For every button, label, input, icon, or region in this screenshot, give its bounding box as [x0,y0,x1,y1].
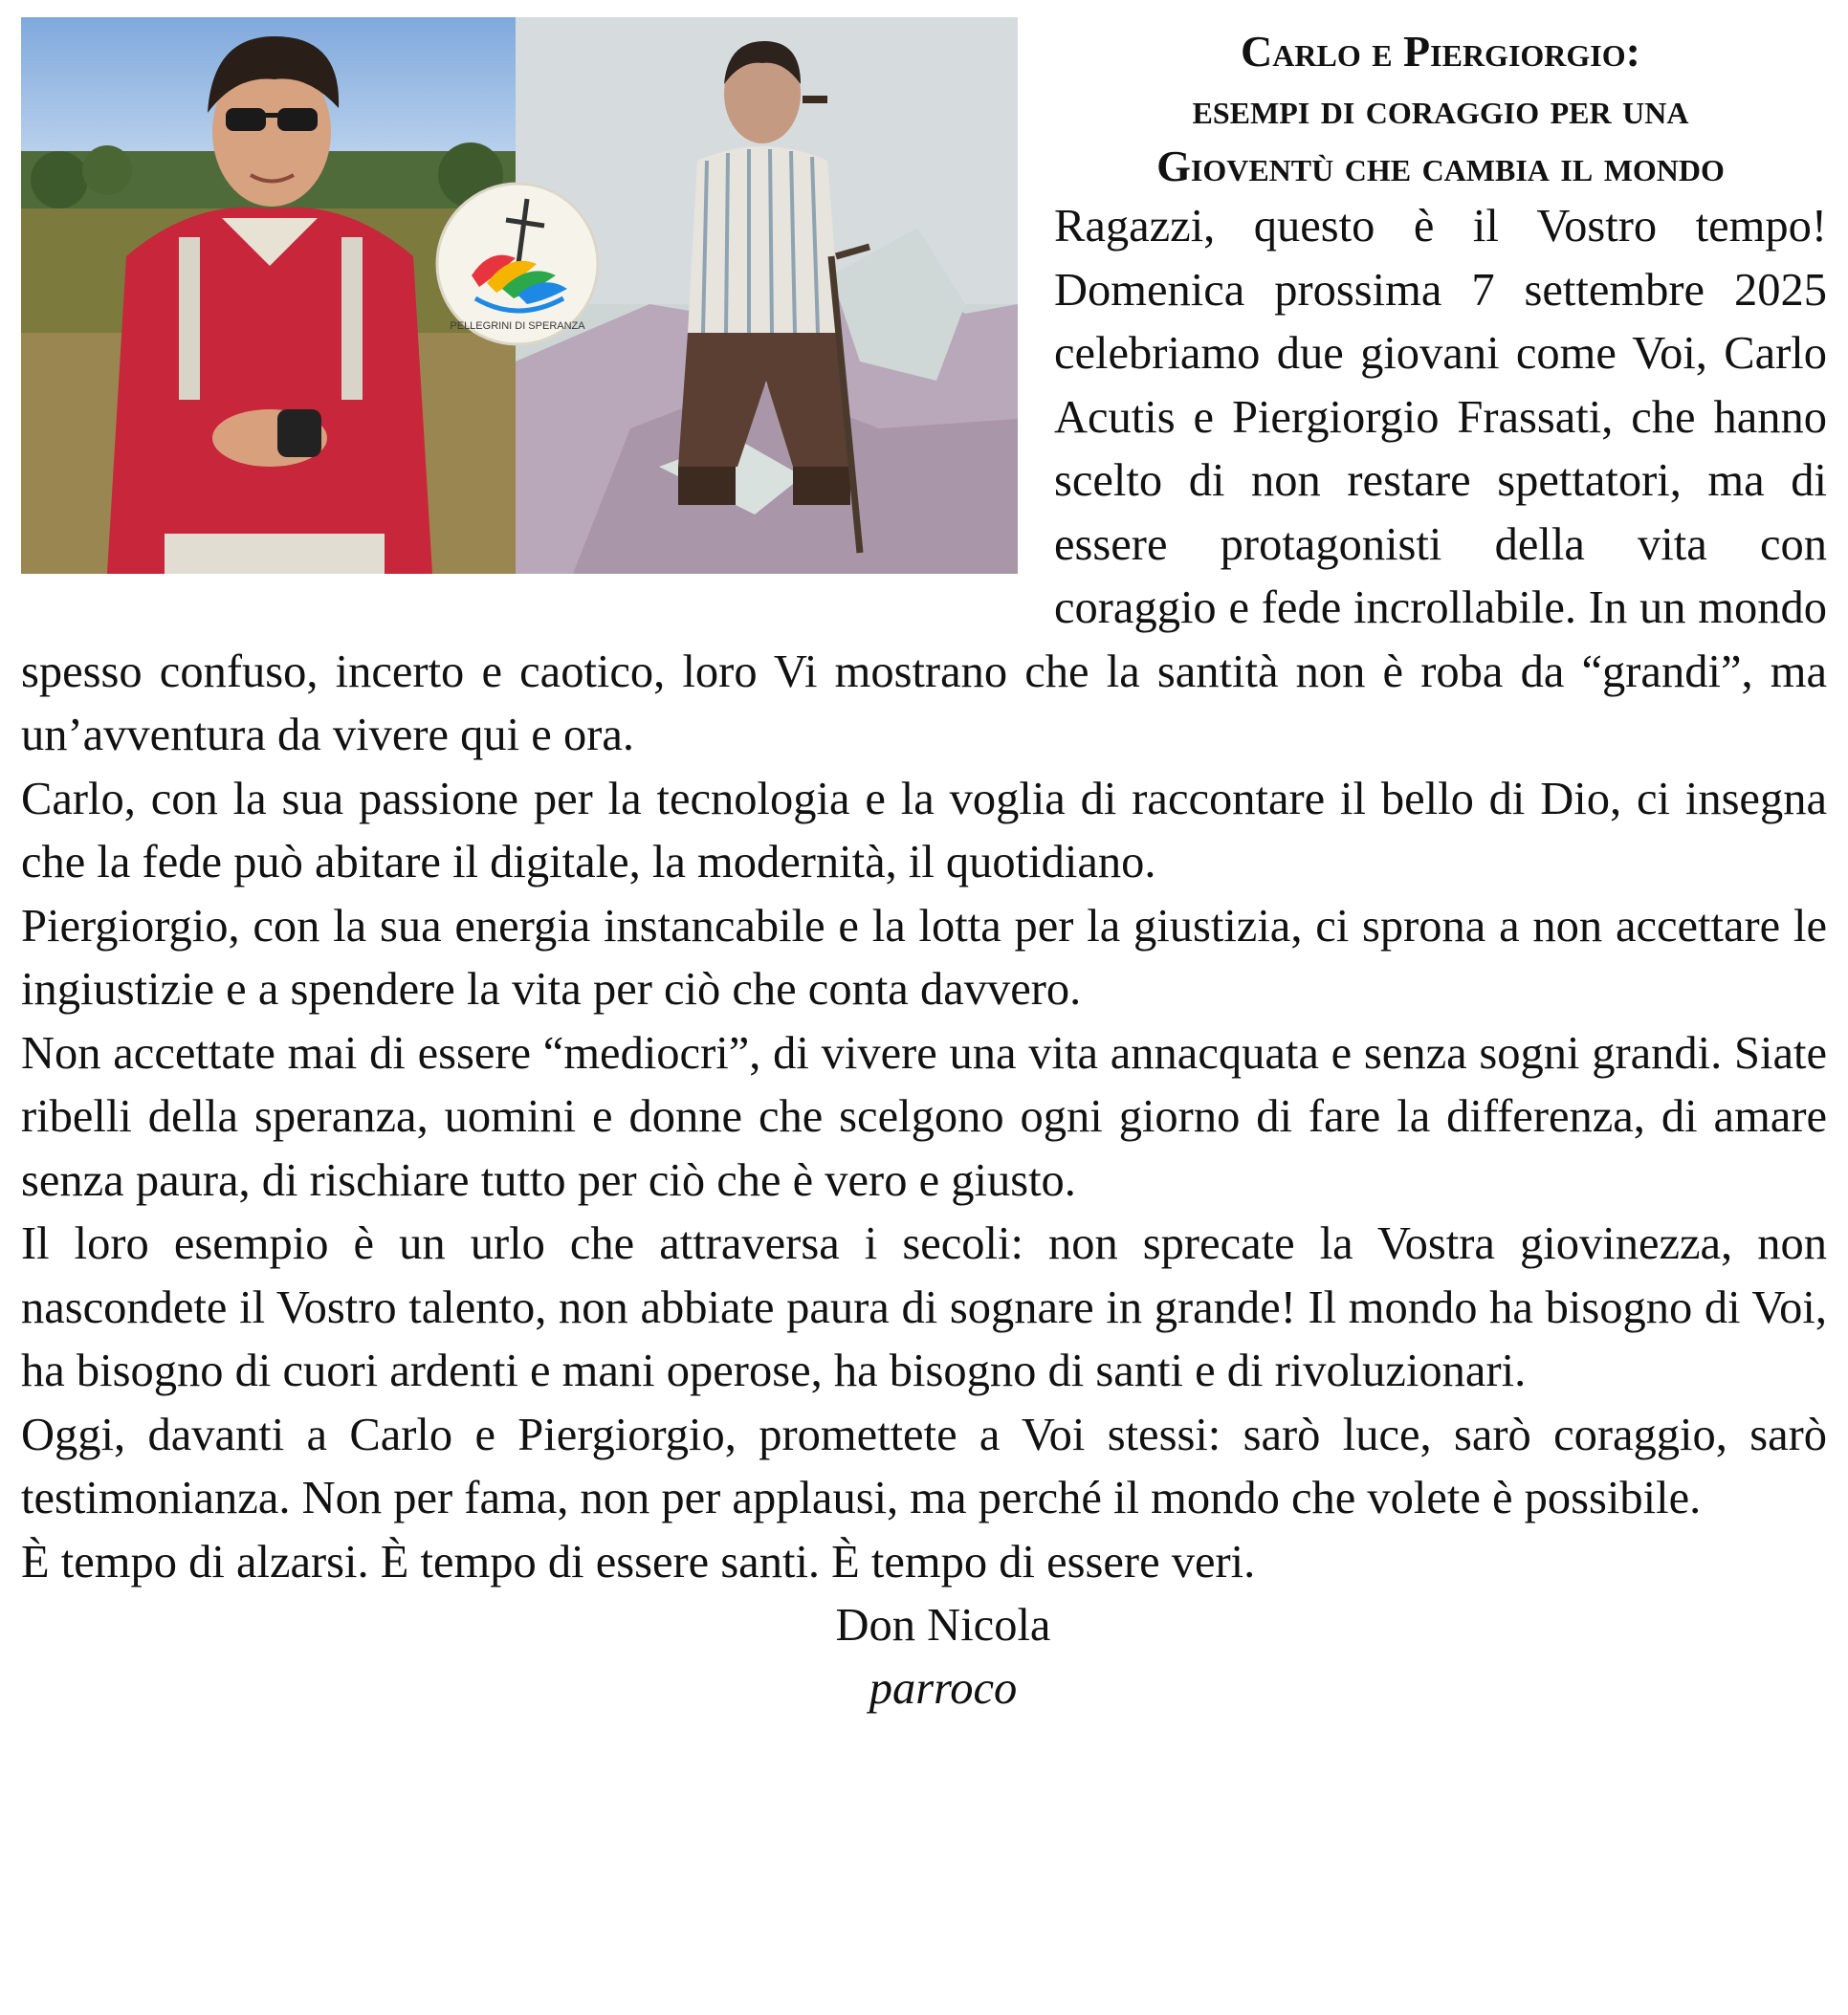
signature-name: Don Nicola [835,1600,1051,1651]
paragraph-mediocri: Non accettate mai di essere “mediocri”, di vivere una vita annacquata e senza sogni grandi. Siate ribelli della speranza, uomini e donne che scelgono ogni giorno di fare la differenza, di amare senza paura, di rischiare tutto per ciò che è vero e giusto. [21,1027,1827,1206]
title-line-3: Gioventù che cambia il mondo [1156,142,1725,190]
document-page [21,17,1827,1720]
paragraph-piergiorgio: Piergiorgio, con la sua energia instancabile e la lotta per la giustizia, ci sprona a non accettare le ingiustizie e a spendere la vita per ciò che conta davvero. [21,900,1827,1015]
logo-text: PELLEGRINI DI SPERANZA [450,320,585,332]
jubilee-logo [433,180,602,348]
signature [59,1594,1827,1720]
paragraph-esempio: Il loro esempio è un urlo che attraversa i secoli: non sprecate la Vostra giovinezza, non nascondete il Vostro talento, non abbiate paura di sognare in grande! Il mondo ha bisogno di Voi, ha bisogno di cuori ardenti e mani operose, ha bisogno di santi e di rivoluzionari. [21,1218,1827,1396]
paragraph-closing: È tempo di alzarsi. È tempo di essere santi. È tempo di essere veri. [21,1536,1256,1588]
signature-role: parroco [869,1663,1018,1714]
title-line-1: Carlo e Piergiorgio: [1241,27,1640,76]
paragraph-promessa: Oggi, davanti a Carlo e Piergiorgio, promettete a Voi stessi: sarò luce, sarò coraggio, sarò testimonianza. Non per fama, non per applausi, ma perché il mondo che volete è possibile. [21,1409,1827,1523]
paragraph-intro: Ragazzi, questo è il Vostro tempo! Domenica prossima 7 settembre 2025 celebriamo due giovani come Voi, Carlo Acutis e Piergiorgio Frassati, che hanno scelto di non restare spettatori, ma di essere protagonisti della vita con coraggio e fede incrollabile. In un mondo spesso confuso, incerto e caotico, loro Vi mostrano che la santità non è roba da “grandi”, ma un’avventura da vivere qui e ora. [21,201,1827,760]
paragraph-carlo: Carlo, con la sua passione per la tecnologia e la voglia di raccontare il bello di Dio, ci insegna che la fede può abitare il digitale, la modernità, il quotidiano. [21,773,1827,887]
title-line-2: esempi di coraggio per una [1192,84,1689,133]
header-photo [21,17,1018,574]
